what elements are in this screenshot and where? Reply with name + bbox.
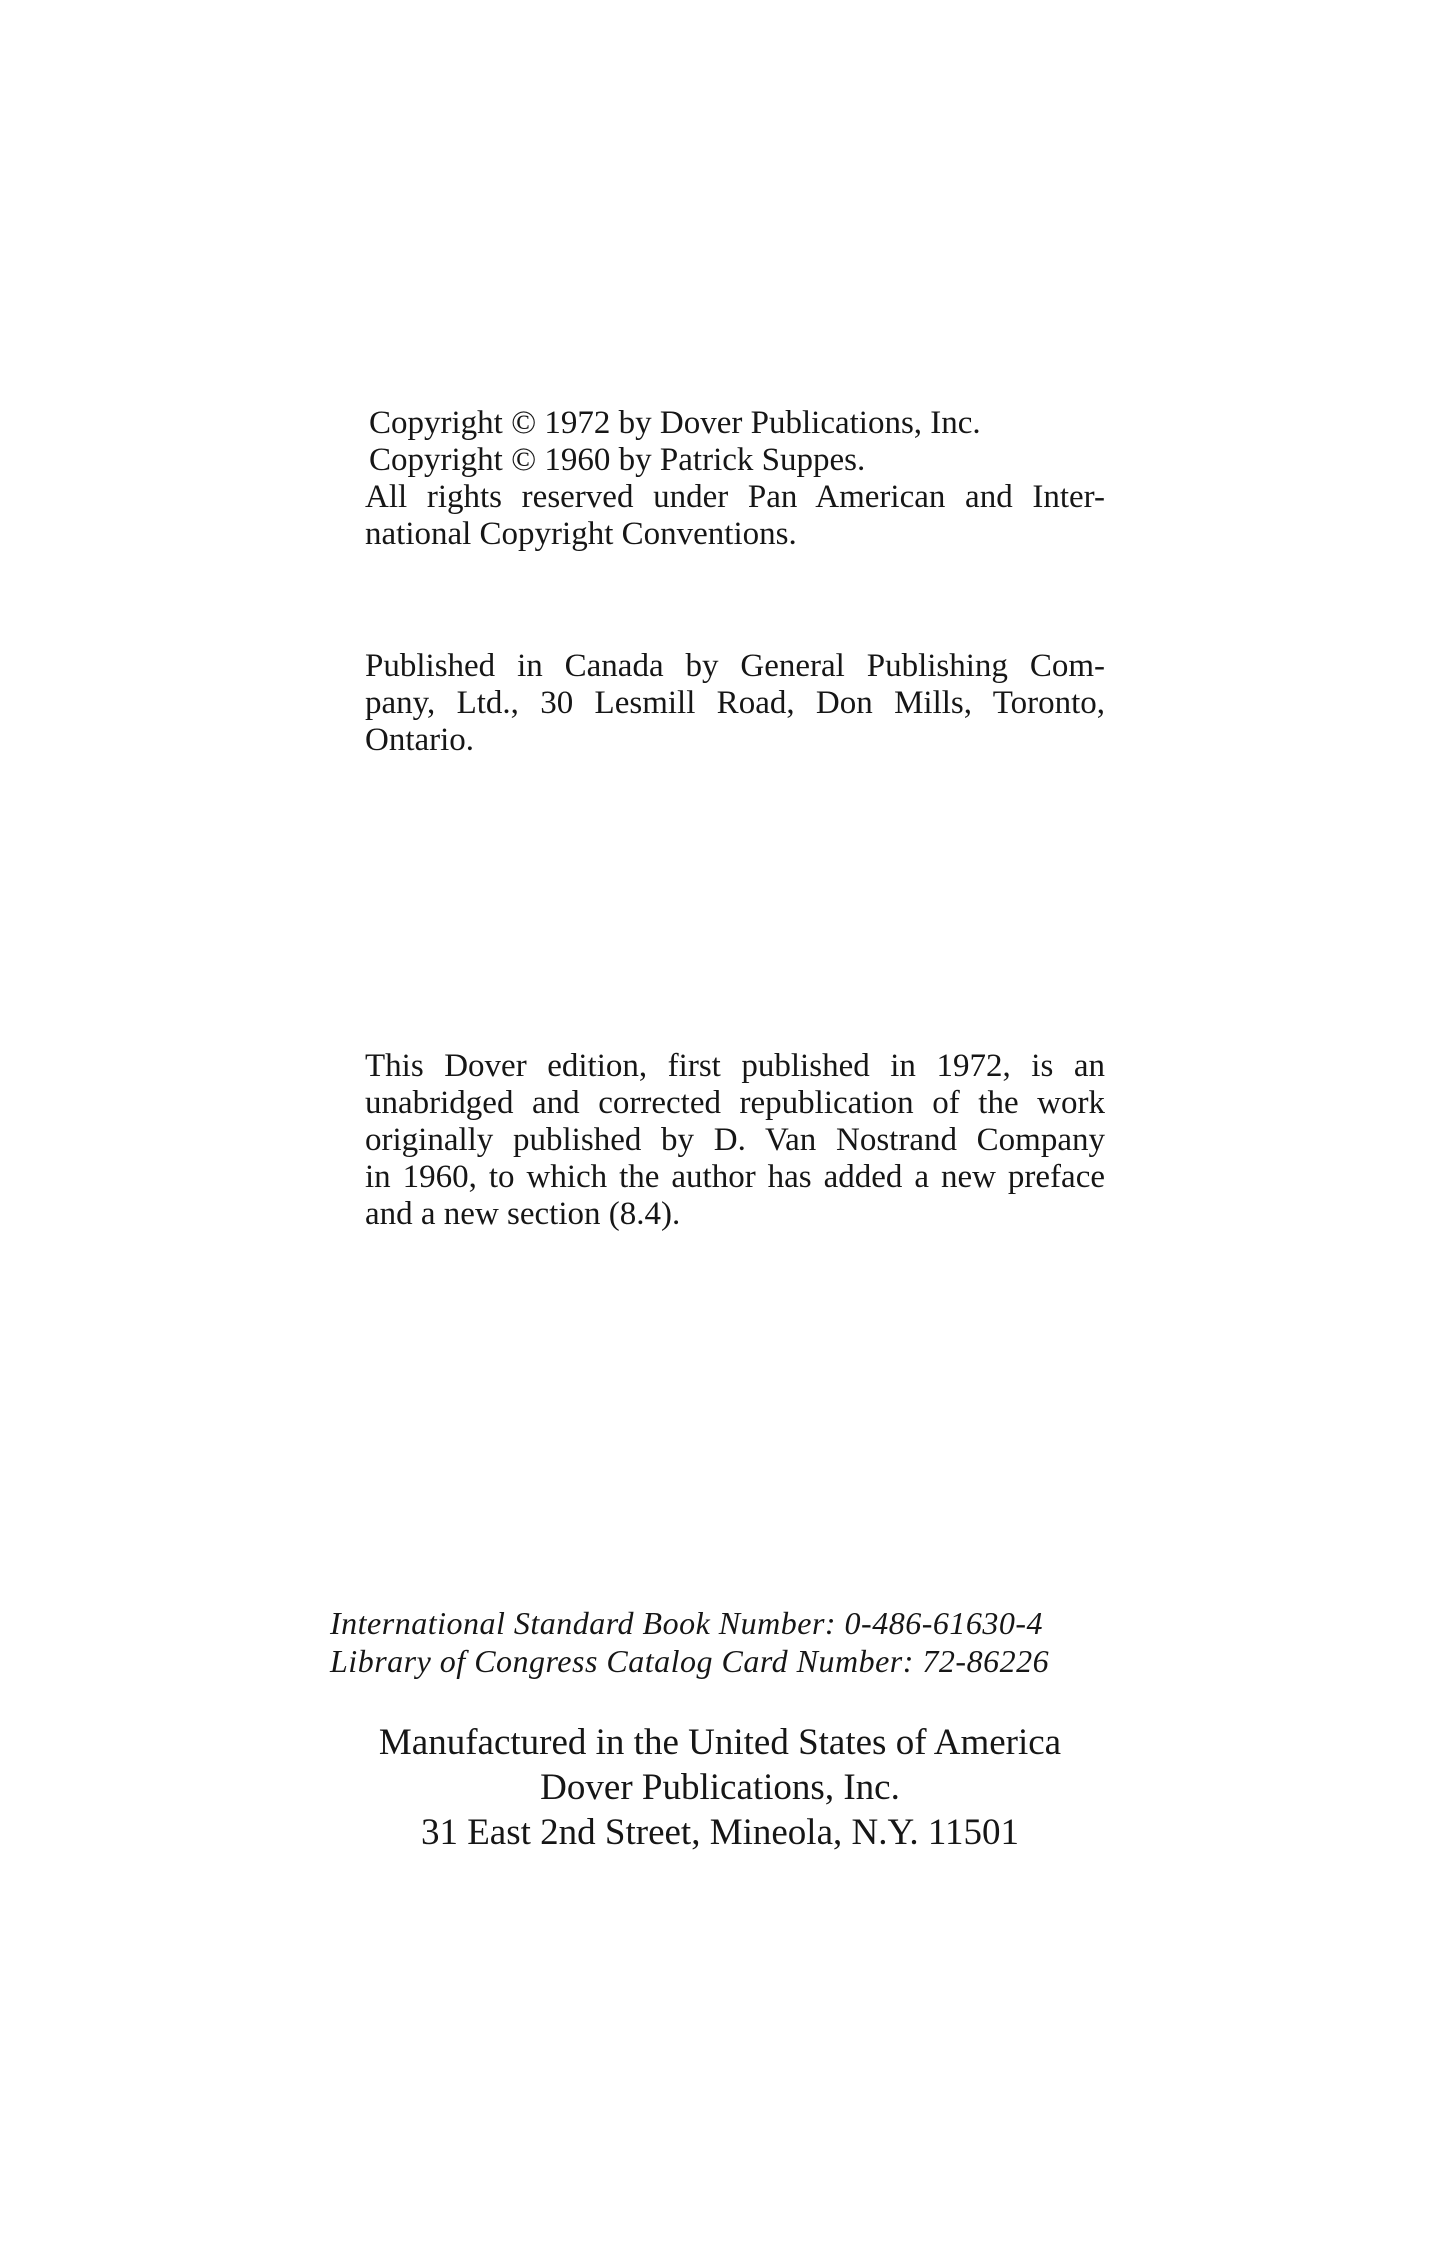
- lccn-line: Library of Congress Catalog Card Number: 72-86226: [330, 1643, 1050, 1679]
- rights-line: All rights reserved under Pan American and Inter-: [365, 479, 1105, 515]
- catalog-numbers: [330, 1604, 1120, 1680]
- edition-line: unabridged and corrected republication of the work: [365, 1085, 1105, 1121]
- canada-publication-notice: [365, 648, 1105, 759]
- edition-line: originally published by D. Van Nostrand Company: [365, 1122, 1105, 1158]
- rights-line: national Copyright Conventions.: [365, 516, 797, 552]
- publisher-imprint: [250, 1720, 1190, 1855]
- canada-line: Ontario.: [365, 722, 475, 758]
- publisher-name: Dover Publications, Inc.: [540, 1767, 900, 1808]
- copyright-line: Copyright © 1972 by Dover Publications, Inc.: [369, 405, 981, 441]
- isbn-line: International Standard Book Number: 0-486-61630-4: [330, 1605, 1044, 1641]
- edition-line: This Dover edition, first published in 1972, is an: [365, 1048, 1105, 1084]
- edition-line: in 1960, to which the author has added a new preface: [365, 1159, 1105, 1195]
- publisher-address: 31 East 2nd Street, Mineola, N.Y. 11501: [420, 1812, 1020, 1853]
- manufactured-line: Manufactured in the United States of America: [378, 1722, 1062, 1763]
- edition-line: and a new section (8.4).: [365, 1196, 681, 1232]
- canada-line: Published in Canada by General Publishing Com-: [365, 648, 1105, 684]
- copyright-line: Copyright © 1960 by Patrick Suppes.: [369, 442, 866, 478]
- edition-notice: [365, 1048, 1105, 1233]
- copyright-notice: [365, 405, 1105, 553]
- canada-line: pany, Ltd., 30 Lesmill Road, Don Mills, Toronto,: [365, 685, 1105, 721]
